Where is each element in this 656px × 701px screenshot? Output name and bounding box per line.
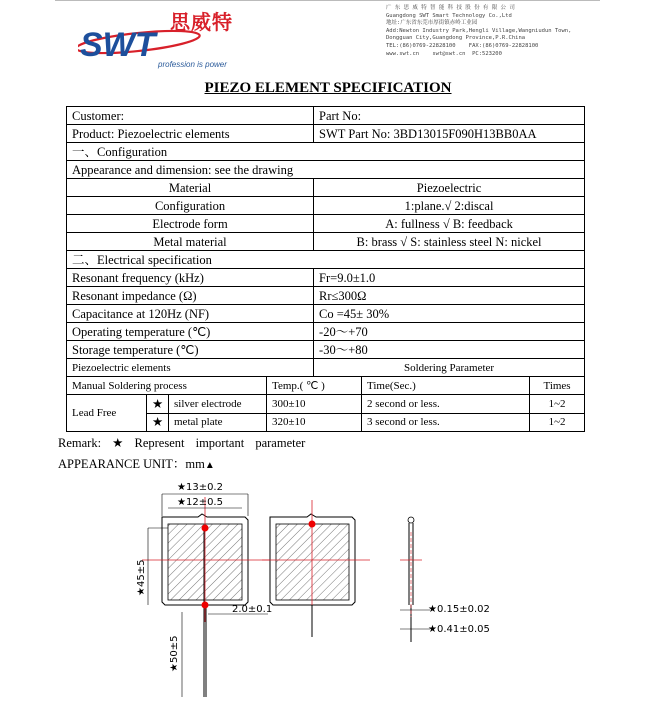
config-label: Metal material [67,233,314,251]
table-row [67,359,585,377]
dim-041: ★0.41±0.05 [428,624,490,635]
spec-table [66,106,585,432]
header-rule [55,0,600,1]
electrical-label: Capacitance at 120Hz (NF) [67,305,314,323]
config-value: 1:plane.√ 2:discal [314,197,585,215]
tagline: profession is power [158,60,227,69]
table-row [67,287,585,305]
table-row [67,305,585,323]
customer-cell: Customer: [67,107,314,125]
company-line: 广 东 思 威 特 智 能 科 技 股 份 有 限 公 司 [386,5,515,11]
electrical-label: Resonant frequency (kHz) [67,269,314,287]
back-view [262,500,370,637]
company-line: 地址:广东省东莞市厚街镇赤岭工业园 [386,20,478,27]
company-line: Guangdong SWT Smart Technology Co.,Ltd [386,12,512,19]
star-icon: ★ [147,413,169,432]
side-view [400,517,490,642]
electrical-label: Operating temperature (℃) [67,323,314,341]
config-label: Configuration [67,197,314,215]
solder-times: 1~2 [530,413,585,432]
electrical-value: -30～+80 [314,341,585,359]
cursor-icon: ▲ [204,460,215,471]
config-value: A: fullness √ B: feedback [314,215,585,233]
company-line: Add:Newton Industry Park,Hengli Village,Wangniudun Town, [386,27,572,34]
dim-2: 2.0±0.1 [232,604,273,615]
dim-45: ★45±5 [136,559,147,596]
config-value: Piezoelectric [314,179,585,197]
solder-temp: 320±10 [267,413,362,432]
solder-times: 1~2 [530,395,585,414]
solder-item-name: silver electrode [169,395,267,414]
svg-text:SWT: SWT [80,26,156,64]
company-line: www.swt.cn swt@swt.cn PC:523200 [386,50,502,57]
part-no-cell: Part No: [314,107,585,125]
table-row [67,341,585,359]
solder-time: 2 second or less. [362,395,530,414]
electrical-value: Rr≤300Ω [314,287,585,305]
soldering-elements-label: Piezoelectric elements [67,359,314,377]
section-electrical: 二、Electrical specification [67,251,585,269]
temp-header: Temp.( ℃ ) [267,377,362,395]
electrical-value: Co =45± 30% [314,305,585,323]
time-header: Time(Sec.) [362,377,530,395]
dim-12: ★12±0.5 [177,497,223,508]
solder-item-name: metal plate [169,413,267,432]
table-row [67,143,585,161]
remark-note: Remark: ★ Represent important parameter [58,436,306,450]
table-row [67,377,585,395]
config-value: B: brass √ S: stainless steel N: nickel [314,233,585,251]
solder-temp: 300±10 [267,395,362,414]
company-line: TEL:(86)0769-22828100 FAX:(86)0769-22828100 [386,42,539,49]
product-cell: Product: Piezoelectric elements [67,125,314,143]
brand-chinese-name: 思威特 [170,10,233,34]
table-row [67,197,585,215]
swt-part-no-cell: SWT Part No: 3BD13015F090H13BB0AA [314,125,585,143]
solder-time: 3 second or less. [362,413,530,432]
table-row [67,125,585,143]
table-row [67,269,585,287]
table-row [67,107,585,125]
dim-015: ★0.15±0.02 [428,604,490,615]
table-row [67,161,585,179]
lead-free-label: Lead Free [67,395,147,432]
technical-drawing [120,472,520,701]
soldering-parameter-label: Soldering Parameter [314,359,585,377]
table-row [67,251,585,269]
times-header: Times [530,377,585,395]
star-icon: ★ [147,395,169,414]
electrical-label: Storage temperature (℃) [67,341,314,359]
company-info [386,5,571,58]
dim-13: ★13±0.2 [177,482,223,493]
electrical-value: -20～+70 [314,323,585,341]
section-configuration: 一、Configuration [67,143,585,161]
company-line: Dongguan City,Guangdong Province,P.R.China [386,35,526,42]
config-label: Material [67,179,314,197]
electrical-label: Resonant impedance (Ω) [67,287,314,305]
electrical-value: Fr=9.0±1.0 [314,269,585,287]
appearance-unit: APPEARANCE UNIT：mm▲ [58,457,215,471]
front-view [136,482,272,697]
config-label: Electrode form [67,215,314,233]
appearance-cell: Appearance and dimension: see the drawing [67,161,585,179]
table-row [67,323,585,341]
table-row [67,179,585,197]
soldering-process-label: Manual Soldering process [67,377,267,395]
dim-50: ★50±5 [169,635,180,672]
table-row [67,215,585,233]
table-row [67,395,585,414]
page-title: PIEZO ELEMENT SPECIFICATION [204,80,452,96]
table-row [67,233,585,251]
